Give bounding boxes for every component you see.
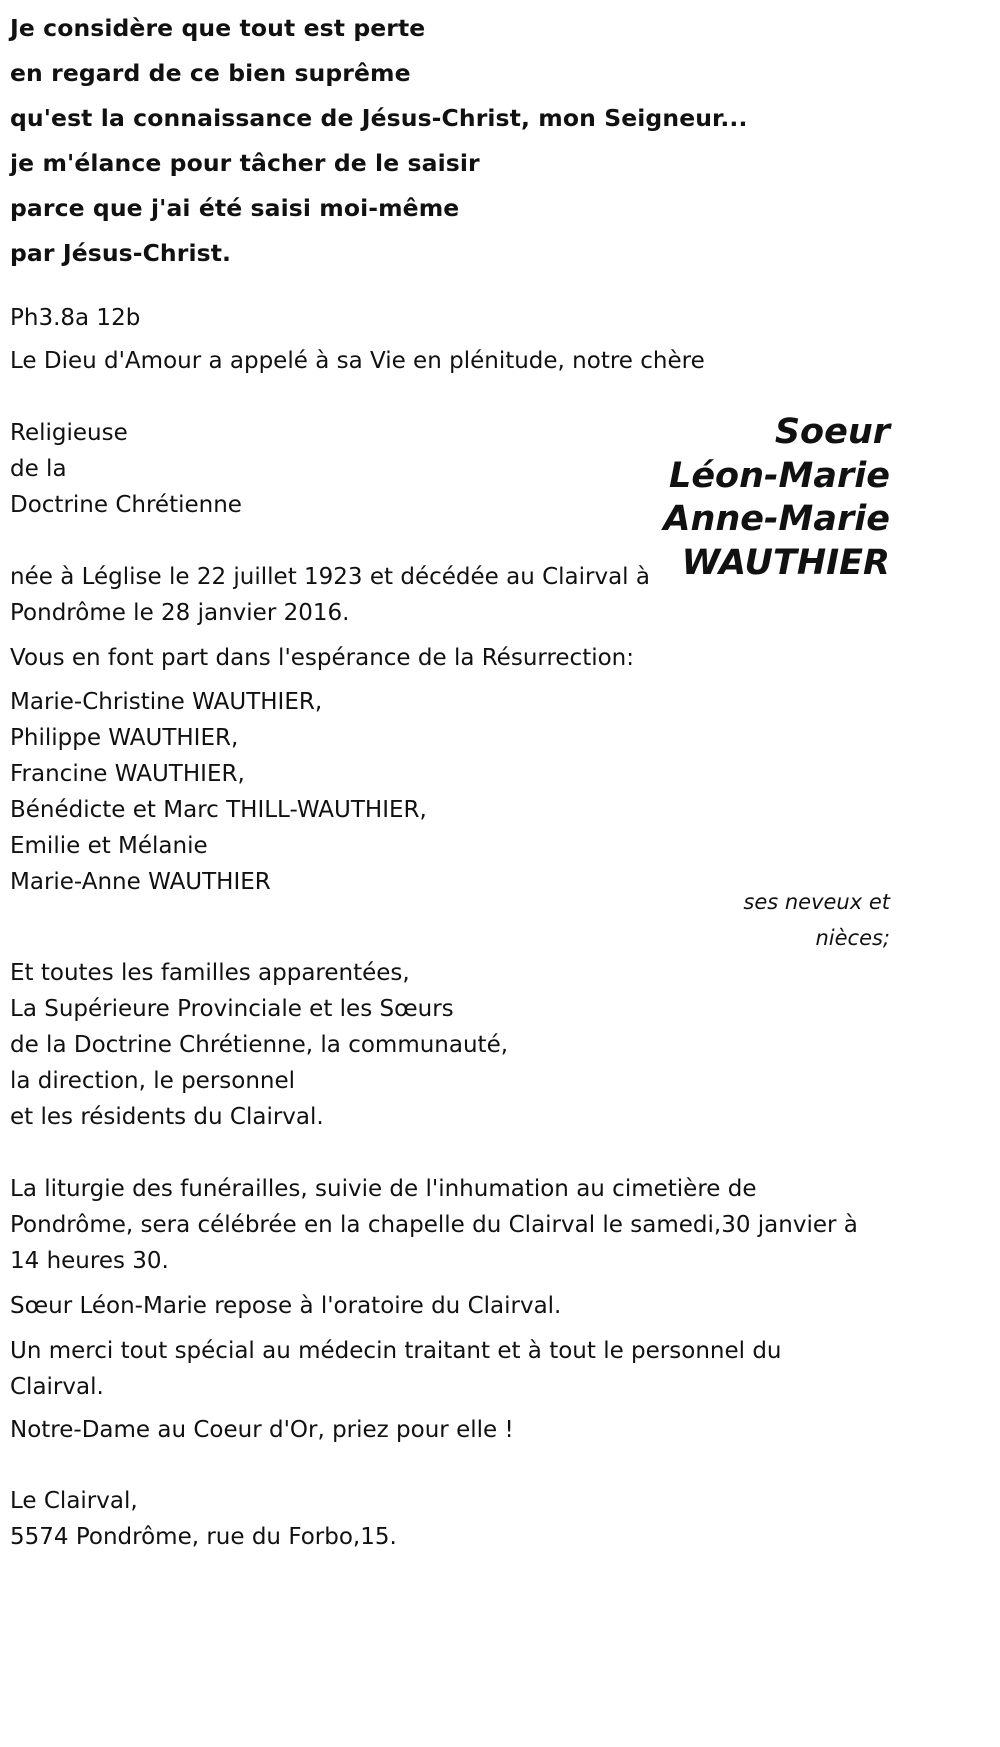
address	[10, 1483, 397, 1555]
religious-title-line: Religieuse	[10, 420, 128, 446]
birth-death-line: née à Léglise le 22 juillet 1923 et décédée au Clairval à	[10, 564, 650, 590]
quote-line: qu'est la connaissance de Jésus-Christ, mon Seigneur...	[10, 104, 748, 132]
name-line: Soeur	[774, 412, 890, 452]
quote-line: Je considère que tout est perte	[10, 14, 426, 42]
others-line: de la Doctrine Chrétienne, la communauté,	[10, 1032, 509, 1058]
family-member: Marie-Christine WAUTHIER,	[10, 689, 323, 715]
family-member: Francine WAUTHIER,	[10, 761, 245, 787]
family-member: Philippe WAUTHIER,	[10, 725, 239, 751]
family-member: Marie-Anne WAUTHIER	[10, 869, 271, 895]
religious-title	[10, 415, 242, 523]
family-member: Bénédicte et Marc THILL-WAUTHIER,	[10, 797, 427, 823]
name-line: WAUTHIER	[681, 542, 890, 583]
others-line: Et toutes les familles apparentées,	[10, 960, 410, 986]
deceased-name	[663, 411, 890, 585]
family-relation-line: nièces;	[815, 926, 890, 950]
birth-death-line: Pondrôme le 28 janvier 2016.	[10, 600, 350, 626]
quote-line: je m'élance pour tâcher de le saisir	[10, 149, 480, 177]
name-line: Léon-Marie	[669, 455, 890, 496]
announcement-text: Vous en font part dans l'espérance de la Résurrection:	[10, 645, 634, 671]
quote-line: en regard de ce bien suprême	[10, 59, 411, 87]
religious-title-line: Doctrine Chrétienne	[10, 492, 242, 518]
thanks-text	[10, 1333, 782, 1405]
repose-text: Sœur Léon-Marie repose à l'oratoire du Clairval.	[10, 1293, 562, 1319]
others-line: et les résidents du Clairval.	[10, 1104, 324, 1130]
address-line: Le Clairval,	[10, 1488, 138, 1514]
liturgy-info	[10, 1171, 858, 1279]
family-relation	[743, 884, 890, 956]
others-line: La Supérieure Provinciale et les Sœurs	[10, 996, 454, 1022]
thanks-line: Un merci tout spécial au médecin traitant et à tout le personnel du	[10, 1338, 782, 1364]
family-member: Emilie et Mélanie	[10, 833, 208, 859]
birth-death-info	[10, 559, 650, 631]
intro-text: Le Dieu d'Amour a appelé à sa Vie en plénitude, notre chère	[10, 348, 705, 374]
family-relation-line: ses neveux et	[743, 890, 890, 914]
liturgy-line: Pondrôme, sera célébrée en la chapelle du Clairval le samedi,30 janvier à	[10, 1212, 858, 1238]
religious-title-line: de la	[10, 456, 67, 482]
prayer-text: Notre-Dame au Coeur d'Or, priez pour elle !	[10, 1417, 514, 1443]
scripture-quote	[10, 6, 747, 276]
others-list	[10, 955, 508, 1135]
others-line: la direction, le personnel	[10, 1068, 296, 1094]
liturgy-line: 14 heures 30.	[10, 1248, 169, 1274]
quote-line: par Jésus-Christ.	[10, 239, 232, 267]
scripture-reference: Ph3.8a 12b	[10, 305, 141, 331]
name-line: Anne-Marie	[663, 499, 890, 539]
family-list	[10, 684, 427, 900]
address-line: 5574 Pondrôme, rue du Forbo,15.	[10, 1524, 397, 1550]
liturgy-line: La liturgie des funérailles, suivie de l'inhumation au cimetière de	[10, 1176, 757, 1202]
quote-line: parce que j'ai été saisi moi-même	[10, 194, 460, 222]
thanks-line: Clairval.	[10, 1374, 104, 1400]
